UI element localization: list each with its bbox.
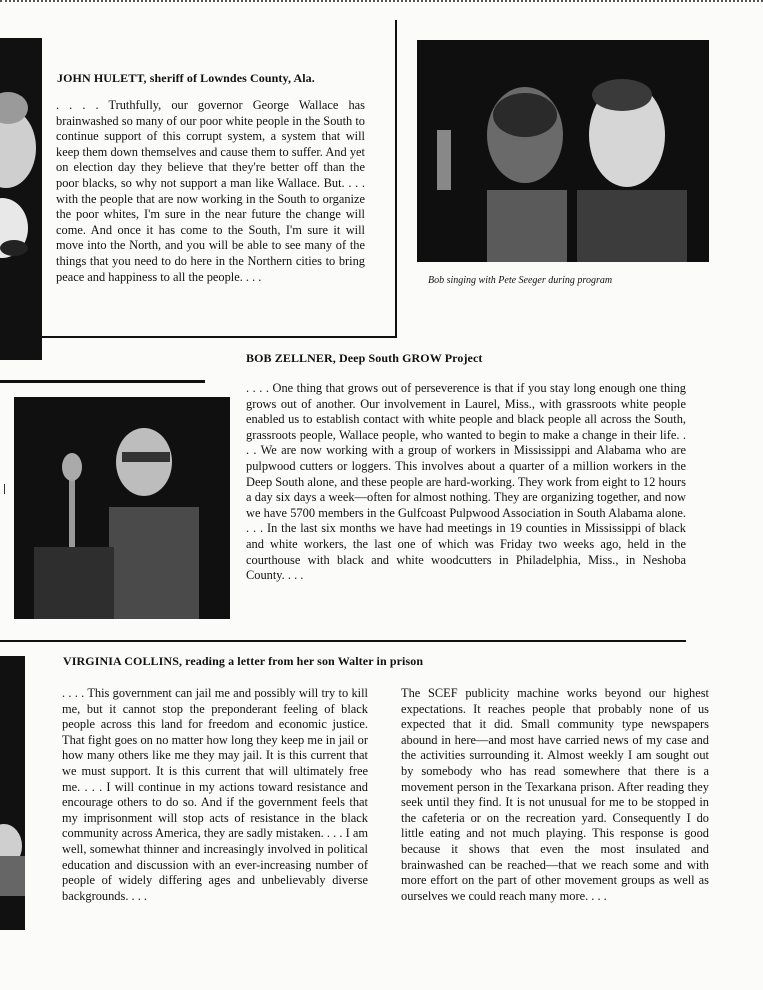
collins-top-rule (0, 640, 686, 642)
collins-column-2: The SCEF publicity machine works beyond our highest expectations. It reaches people that probably none of us expected that it did. Small community type newspapers abound in here—and most have carried news of my case and the activities surrounding it. Almost weekly I am sought out by somebody who has read somewhere that there is a movement person in the Texarkana prison. After reading they seek until they find. It is not unusual for me to be stopped in the cafeteria or on the recreation yard. Consequently I do little eating and not much playing. This response is good because it shows that even the most insulated and brainwashed can be reached—that we reach some and with more effort on the part of other movement groups as well as ourselves we could reach many more. . . . (401, 686, 709, 903)
margin-mark (4, 484, 11, 494)
hulett-photo (0, 38, 42, 360)
zellner-photo (14, 397, 230, 619)
photo-caption: Bob singing with Pete Seeger during program (428, 275, 613, 286)
seeger-photo (417, 40, 709, 262)
hulett-text: . . . . Truthfully, our governor George Wallace has brainwashed so many of our poor white people in the South to continue support of this corrupt system, a system that will keep them down themselves and cause them to suffer. And yet on election day they believe that they're better off than the poor blacks, so why not support a man like Wallace. But. . . . with the people that are now working in the South to organize the poor whites, I'm sure in the near future the change will come. And once it has come to the South, I'm sure it will move into the North, and you will be able to see many of the things that you need to do here in the Northern cities to bring peace and happiness to all the people. . . . (56, 98, 365, 284)
top-edge-rule (0, 0, 763, 5)
hulett-heading: JOHN HULETT, sheriff of Lowndes County, Ala. (57, 71, 315, 85)
collins-column-1: . . . . This government can jail me and possibly will try to kill me, but it cannot stop the preponderant feeling of black people across this land for freedom and economic justice. That fight goes on no matter how long they keep me in jail or how many others like me they may jail. It is this current that we must support. It is this current that will ultimately free me. . . . I will continue in my actions toward resistance and encourage others to do so. And if the government feels that my imprisonment will stop acts of resistance in the black community across America, they are sadly mistaken. . . . I am well, somewhat thinner and increasingly involved in political education and discussion with an ever-increasing number of people of widely differing ages and unbelievably diverse backgrounds. . . . (62, 686, 368, 903)
zellner-heading: BOB ZELLNER, Deep South GROW Project (246, 351, 483, 365)
hulett-box-right (395, 20, 397, 338)
zellner-left-rule (0, 380, 205, 383)
zellner-text: . . . . One thing that grows out of perseverence is that if you stay long enough one thing grows out of another. Our involvement in Laurel, Miss., with grassroots white people enabled us to establish contact with white people and black people all across the South, grassroots people, Wallace people, who wanted to begin to make a change in their life. . . . We are now working with a group of workers in Mississippi and Alabama who are pulpwood cutters or loggers. This involves about a quarter of a million workers in the Deep South alone, and these people are hard-working. They work from eight to 12 hours a day six days a week—often for almost nothing. They are organizing together, and now we have 5700 members in the Gulfcoast Pulpwood Association in South Alabama alone. . . . In the last six months we have had meetings in 19 counties in Mississippi of black and white workers, the last one of which was Friday two weeks ago, held in the courthouse with black and white woodcutters in Philadelphia, Miss., in Neshoba County. . . . (246, 381, 686, 583)
hulett-box-bottom (42, 336, 397, 338)
collins-heading: VIRGINIA COLLINS, reading a letter from her son Walter in prison (63, 654, 424, 668)
collins-photo (0, 656, 25, 930)
